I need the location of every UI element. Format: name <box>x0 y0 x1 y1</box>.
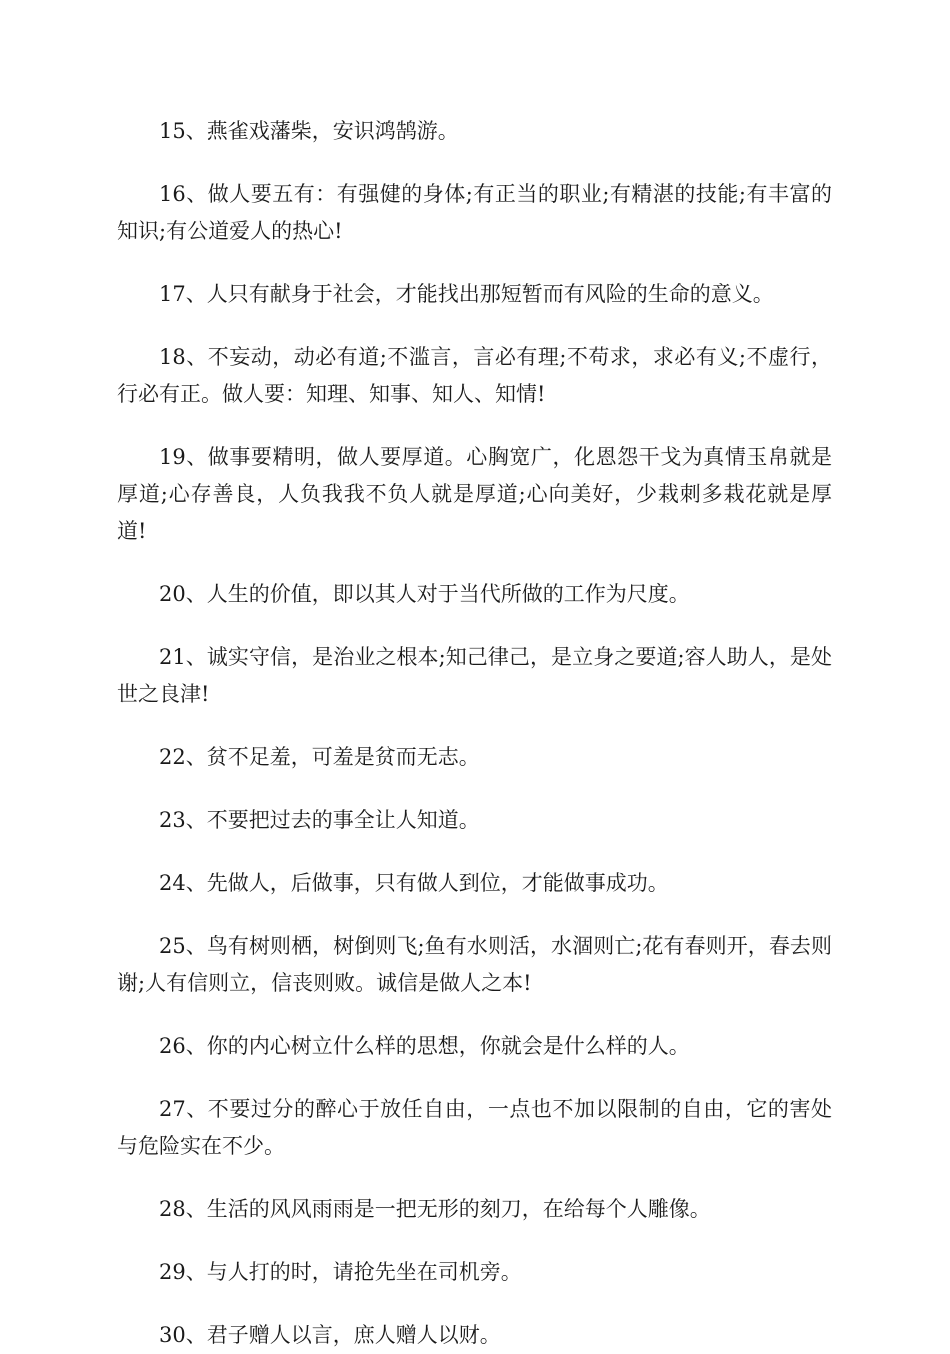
quote-paragraph-29: 29、与人打的时，请抢先坐在司机旁。 <box>159 1260 522 1284</box>
quote-paragraph-30: 30、君子赠人以言，庶人赠人以财。 <box>159 1323 501 1347</box>
quote-paragraph-16: 16、做人要五有：有强健的身体;有正当的职业;有精湛的技能;有丰富的知识;有公道爱人的热心! <box>117 182 832 243</box>
quote-paragraph-18: 18、不妄动，动必有道;不滥言，言必有理;不苟求，求必有义;不虚行，行必有正。做人要：知理、知事、知人、知情! <box>117 345 832 406</box>
quote-paragraph-20: 20、人生的价值，即以其人对于当代所做的工作为尺度。 <box>159 582 690 606</box>
quote-paragraph-23: 23、不要把过去的事全让人知道。 <box>159 808 480 832</box>
quote-paragraph-19: 19、做事要精明，做人要厚道。心胸宽广，化恩怨干戈为真情玉帛就是厚道;心存善良，人负我我不负人就是厚道;心向美好，少栽刺多栽花就是厚道! <box>117 445 832 543</box>
quote-paragraph-25: 25、鸟有树则栖，树倒则飞;鱼有水则活，水涸则亡;花有春则开，春去则谢;人有信则立，信丧则败。诚信是做人之本! <box>117 934 832 995</box>
quote-paragraph-15: 15、燕雀戏藩柴，安识鸿鹄游。 <box>159 119 459 143</box>
quote-paragraph-27: 27、不要过分的醉心于放任自由，一点也不加以限制的自由，它的害处与危险实在不少。 <box>117 1097 832 1158</box>
quote-paragraph-24: 24、先做人，后做事，只有做人到位，才能做事成功。 <box>159 871 669 895</box>
quote-paragraph-17: 17、人只有献身于社会，才能找出那短暂而有风险的生命的意义。 <box>159 282 774 306</box>
quote-paragraph-28: 28、生活的风风雨雨是一把无形的刻刀，在给每个人雕像。 <box>159 1197 711 1221</box>
quote-paragraph-22: 22、贫不足羞，可羞是贫而无志。 <box>159 745 480 769</box>
quote-paragraph-21: 21、诚实守信，是治业之根本;知己律己，是立身之要道;容人助人，是处世之良津! <box>117 645 832 706</box>
quote-paragraph-26: 26、你的内心树立什么样的思想，你就会是什么样的人。 <box>159 1034 690 1058</box>
